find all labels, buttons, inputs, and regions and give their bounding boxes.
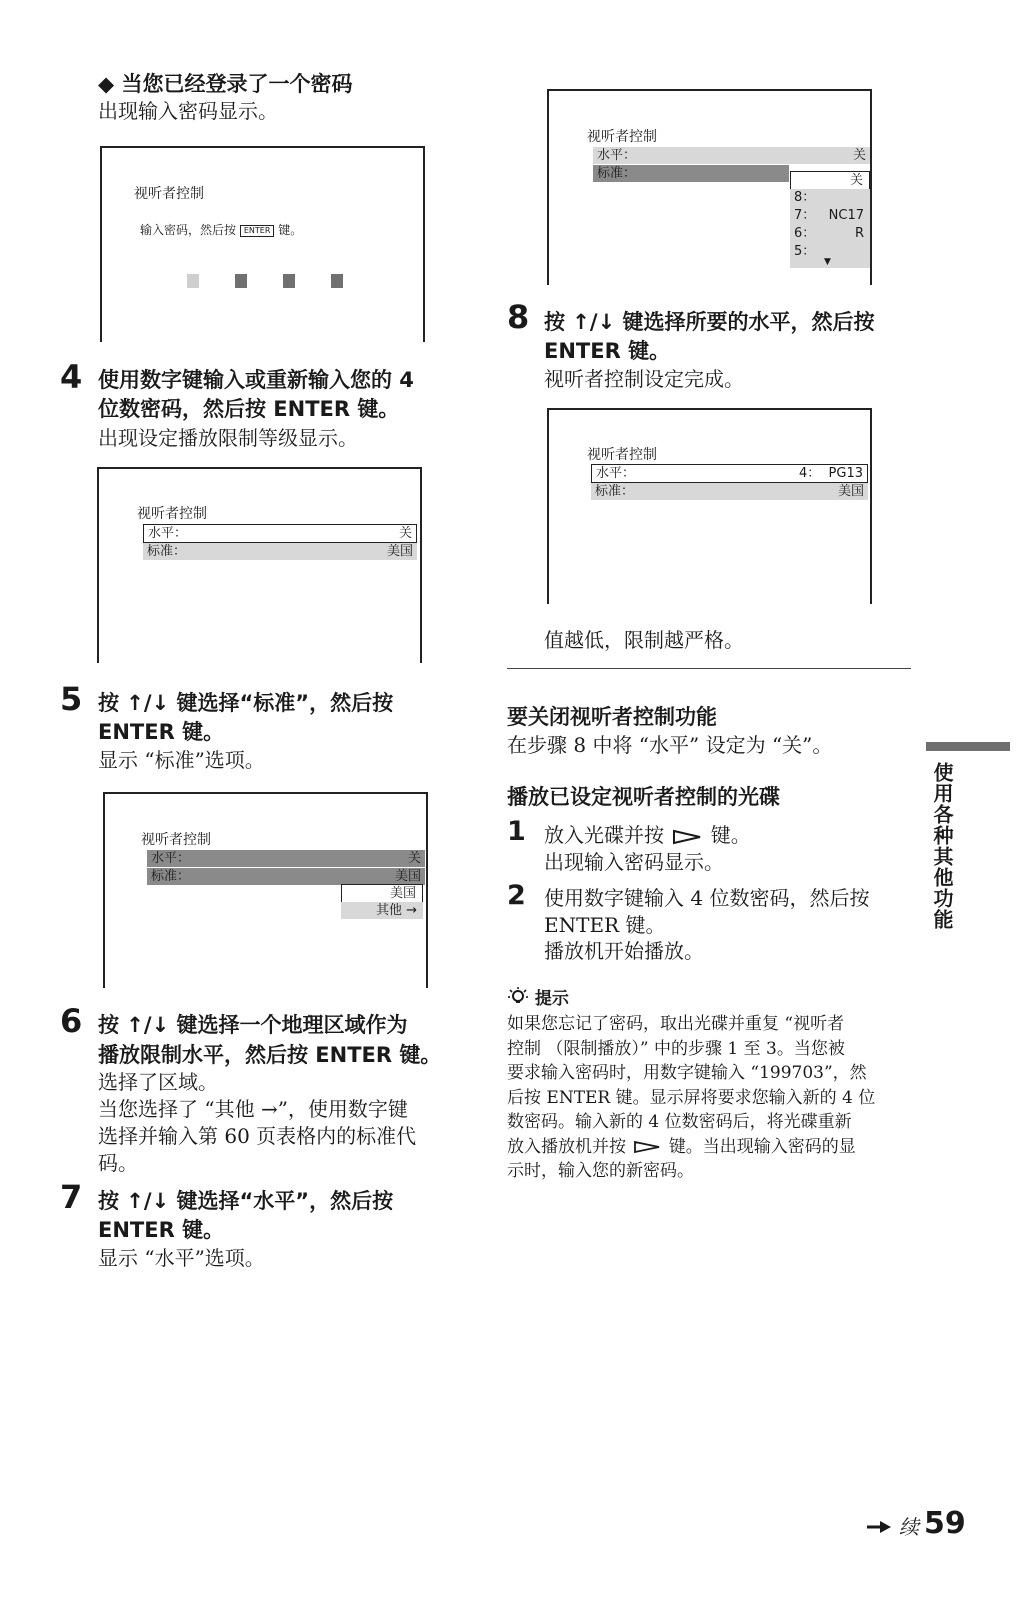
password-digit-2: [235, 274, 247, 288]
level-option-selected: 关: [790, 171, 870, 190]
password-digit-3: [283, 274, 295, 288]
rating-screen-4: [547, 408, 872, 604]
level-option-5: 5：: [794, 244, 816, 259]
screen-title: 视听者控制: [137, 506, 207, 522]
arrow-right-icon: [866, 1519, 892, 1535]
step-4-title-2: 位数密码，然后按 ENTER 键。: [98, 397, 400, 421]
password-digit-4: [331, 274, 343, 288]
step-5-title-1: 按 ↑/↓ 键选择“标准”，然后按: [98, 691, 394, 715]
play-step-1-title: 放入光碟并按 键。: [544, 823, 751, 847]
hint-label: 提示: [534, 989, 569, 1009]
play-step-2-result: 播放机开始播放。: [544, 939, 704, 963]
step-8-title-2: ENTER 键。: [544, 339, 671, 363]
password-digit-1: [187, 274, 199, 288]
standard-row: 标准： 美国: [591, 483, 868, 500]
level-option-7: 7： NC17: [794, 208, 864, 223]
step-8-title-1: 按 ↑/↓ 键选择所要的水平，然后按: [544, 310, 875, 334]
intro-text: 出现输入密码显示。: [98, 99, 278, 123]
hint-line: 后按 ENTER 键。显示屏将要求您输入新的 4 位: [507, 1087, 876, 1108]
intro-heading: ◆ 当您已经登录了一个密码: [98, 72, 353, 96]
side-tab-label: 使用各种其他功能: [930, 762, 954, 930]
password-screen: [100, 146, 425, 342]
screen-title: 视听者控制: [587, 129, 657, 145]
level-row: 水平： 关: [147, 850, 425, 867]
step-7-result: 显示 “水平”选项。: [98, 1246, 265, 1270]
step-5-result: 显示 “标准”选项。: [98, 748, 265, 772]
rating-screen-1: [97, 467, 422, 663]
hint-header: [507, 986, 569, 1011]
screen-title: 视听者控制: [134, 186, 204, 202]
step-6-number: 6: [60, 1002, 83, 1040]
hint-body: [507, 1012, 875, 1184]
play-step-1-result: 出现输入密码显示。: [544, 850, 724, 874]
turn-off-heading: 要关闭视听者控制功能: [507, 705, 717, 729]
turn-off-text: 在步骤 8 中将 “水平” 设定为 “关”。: [507, 733, 833, 757]
password-prompt: 输入密码，然后按 ENTER 键。: [140, 223, 303, 237]
step-4-number: 4: [60, 358, 83, 396]
rating-screen-3: [547, 89, 872, 285]
rating-screen-2: [103, 792, 428, 988]
note-text: 值越低，限制越严格。: [544, 628, 744, 652]
continued-label: 续: [899, 1515, 919, 1539]
step-6-result-3: 选择并输入第 60 页表格内的标准代: [98, 1124, 417, 1148]
step-7-title-1: 按 ↑/↓ 键选择“水平”，然后按: [98, 1189, 394, 1213]
step-6-result-1: 选择了区域。: [98, 1070, 218, 1094]
step-7-number: 7: [60, 1178, 83, 1216]
level-row: 水平： 关: [593, 147, 870, 164]
play-step-1-number: 1: [507, 816, 526, 847]
hint-line: 放入播放机并按 键。当出现输入密码的显: [507, 1136, 856, 1157]
play-icon: [631, 1140, 663, 1154]
hint-line: 要求输入密码时，用数字键输入 “199703”，然: [507, 1063, 867, 1083]
scroll-down-icon: ▼: [824, 257, 831, 267]
standard-option-other: 其他 →: [341, 902, 423, 919]
level-row: 水平： 关: [143, 524, 417, 543]
standard-row: 标准： 美国: [143, 543, 417, 560]
step-4-result: 出现设定播放限制等级显示。: [98, 426, 358, 450]
play-step-2-number: 2: [507, 880, 526, 911]
standard-option-selected: 美国: [341, 884, 423, 903]
step-7-title-2: ENTER 键。: [98, 1218, 225, 1242]
step-8-result: 视听者控制设定完成。: [544, 367, 744, 391]
hint-line: 控制 （限制播放）” 中的步骤 1 至 3。当您被: [507, 1038, 845, 1059]
play-step-2-title-2: ENTER 键。: [544, 913, 666, 937]
screen-title: 视听者控制: [141, 832, 211, 848]
screen-title: 视听者控制: [587, 447, 657, 463]
step-4-title-1: 使用数字键输入或重新输入您的 4: [98, 368, 414, 392]
step-6-result-4: 码。: [98, 1151, 138, 1175]
level-option-list: [790, 189, 870, 268]
play-step-2-title-1: 使用数字键输入 4 位数密码，然后按: [544, 886, 870, 910]
level-row: 水平： 4： PG13: [591, 464, 868, 483]
level-option-8: 8：: [794, 190, 816, 205]
step-6-title-1: 按 ↑/↓ 键选择一个地理区域作为: [98, 1013, 408, 1037]
hint-line: 如果您忘记了密码，取出光碟并重复 “视听者: [507, 1014, 845, 1034]
side-tab-bar: [926, 742, 1010, 751]
continued-indicator: [866, 1512, 919, 1543]
standard-row: 标准： 美国: [147, 868, 425, 885]
standard-row: 标准：: [593, 165, 789, 182]
step-6-result-2: 当您选择了 “其他 →”，使用数字键: [98, 1097, 408, 1121]
step-5-number: 5: [60, 680, 83, 718]
enter-key-icon: ENTER: [240, 225, 275, 237]
level-option-6: 6： R: [794, 226, 864, 241]
step-8-number: 8: [507, 298, 530, 336]
play-heading: 播放已设定视听者控制的光碟: [507, 785, 780, 809]
lightbulb-icon: [507, 986, 529, 1008]
page-number: 59: [924, 1506, 966, 1541]
hint-line: 示时，输入您的新密码。: [507, 1161, 694, 1181]
hint-line: 数密码。输入新的 4 位数密码后，将光碟重新: [507, 1112, 852, 1132]
step-6-title-2: 播放限制水平，然后按 ENTER 键。: [98, 1043, 442, 1067]
section-divider: [507, 668, 911, 669]
step-5-title-2: ENTER 键。: [98, 720, 225, 744]
play-icon: [670, 829, 704, 845]
